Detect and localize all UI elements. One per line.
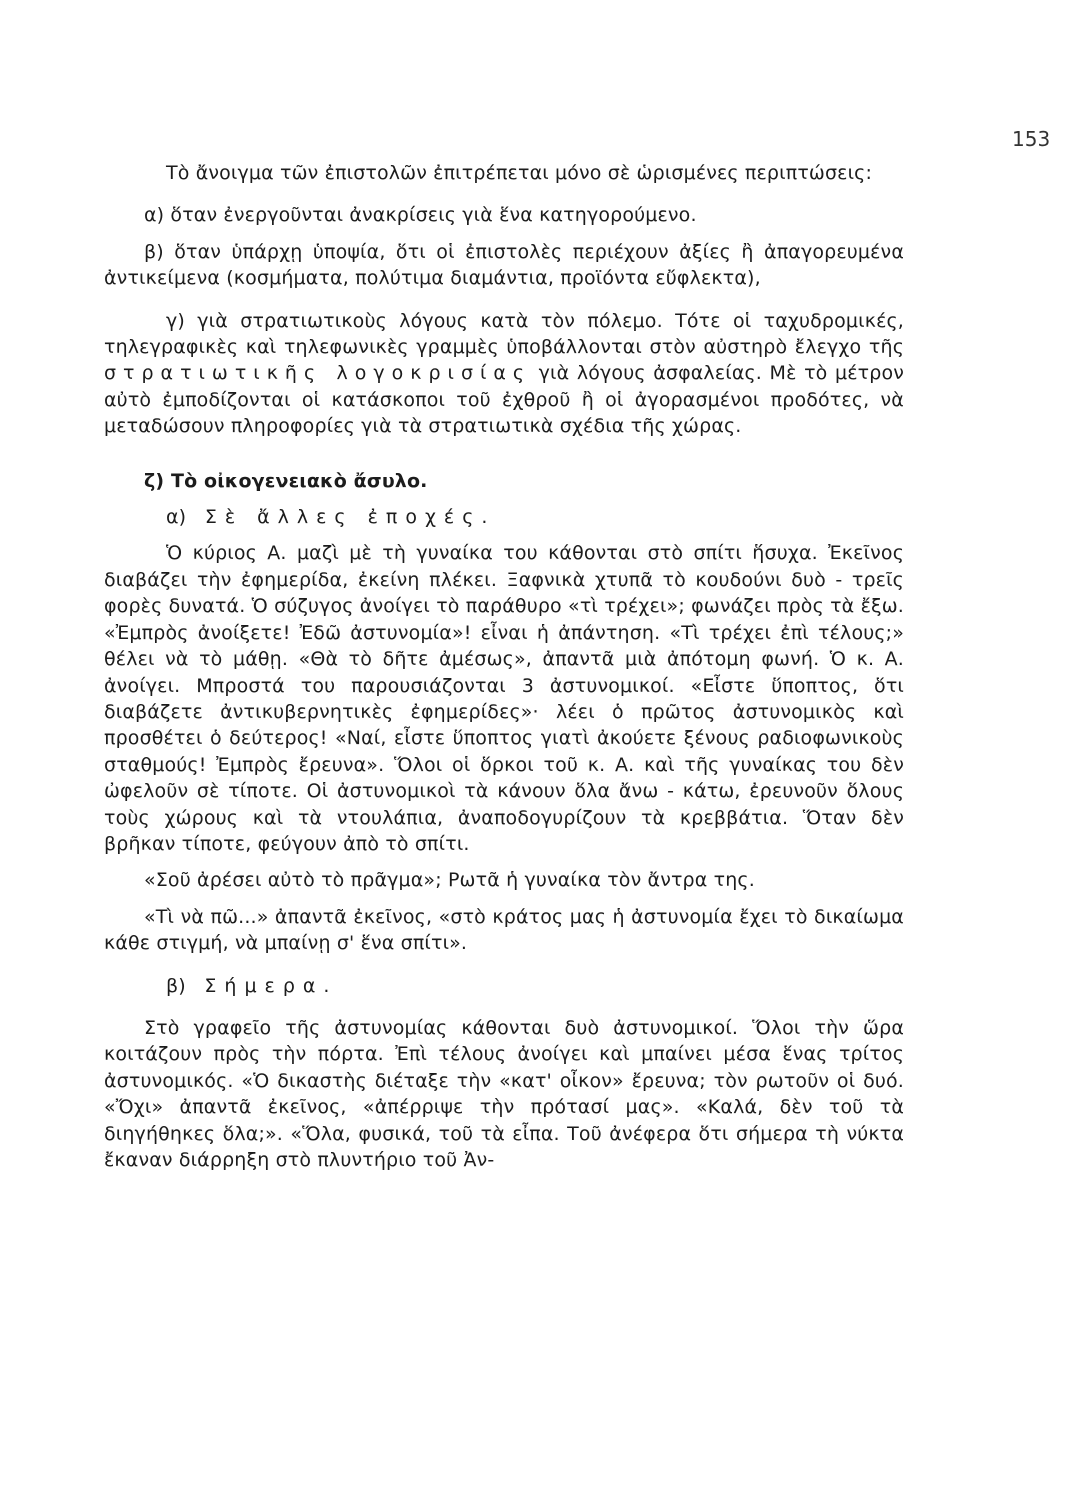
case-c-emphasis: στρατιωτικῆς λογοκρισίας (104, 362, 532, 385)
paragraph-present-story: Στὸ γραφεῖο τῆς ἀστυνομίας κάθονται δυὸ ἀστυνομικοί. Ὅλοι τὴν ὥρα κοιτάζουν πρὸς τὴν πόρτα. Ἐπὶ τέλους ἀνοίγει καὶ μπαίνει μέσα ἕνας τρίτος ἀστυνομικός. «Ὁ δικαστὴς διέταξε τὴν «κατ' οἶκον» ἔρευνα; τὸν ρωτοῦν οἱ δυό. «Ὄχι» ἀπαντᾶ ἐκεῖνος, «ἀπέρριψε τὴν πρότασί μας». «Καλά, δὲν τοῦ τὰ διηγήθηκες ὅλα;». «Ὅλα, φυσικά, τοῦ τὰ εἶπα. Τοῦ ἀνέφερα ὅτι σήμερα τὴ νύκτα ἔκαναν διάρρηξη στὸ πλυντήριο τοῦ Ἀν- (104, 1016, 904, 1171)
paragraph-case-a: α) ὅταν ἐνεργοῦνται ἀνακρίσεις γιὰ ἕνα κατηγορούμενο. (144, 204, 697, 227)
subheading-b-label: β) (166, 974, 186, 997)
paragraph-past-story: Ὁ κύριος Α. μαζὶ μὲ τὴ γυναίκα του κάθονται στὸ σπίτι ἥσυχα. Ἐκεῖνος διαβάζει τὴν ἐφημερίδα, ἐκείνη πλέκει. Ξαφνικὰ χτυπᾶ τὸ κουδούνι δυὸ - τρεῖς φορὲς δυνατά. Ὁ σύζυγος ἀνοίγει τὸ παράθυρο «τὶ τρέχει»; φωνάζει πρὸς τὰ ἔξω. «Ἐμπρὸς ἀνοίξετε! Ἐδῶ ἀστυνομία»! εἶναι ἡ ἀπάντηση. «Τὶ τρέχει ἐπὶ τέλους;» θέλει νὰ τὸ μάθῃ. «Θὰ τὸ δῆτε ἀμέσως», ἀπαντᾶ μιὰ ἀπότομη φωνή. Ὁ κ. Α. ἀνοίγει. Μπροστά του παρουσιάζονται 3 ἀστυνομικοί. «Εἶστε ὕποπτος, ὅτι διαβάζετε ἀντικυβερνητικὲς ἐφημερίδες»· λέει ὁ πρῶτος ἀστυνομικὸς καὶ προσθέτει ὁ δεύτερος! «Ναί, εἶστε ὕποπτος γιατὶ ἀκούετε ξένους ραδιοφωνικοὺς σταθμούς! Ἐμπρὸς ἔρευνα». Ὅλοι οἱ ὅρκοι τοῦ κ. Α. καὶ τῆς γυναίκας του δὲν ὠφελοῦν σὲ τίποτε. Οἱ ἀστυνομικοὶ τὰ κάνουν ὅλα ἄνω - κάτω, ἐρευνοῦν ὅλους τοὺς χώρους καὶ τὰ ντουλάπια, ἀναποδογυρίζουν τὰ κρεββάτια. Ὅταν δὲν βρῆκαν τίποτε, φεύγουν ἀπὸ τὸ σπίτι. (104, 542, 904, 855)
paragraph-wife-question: «Σοῦ ἀρέσει αὐτὸ τὸ πρᾶγμα»; Ρωτᾶ ἡ γυναίκα τὸν ἄντρα της. (144, 869, 755, 892)
page-number: 153 (1012, 127, 1051, 151)
subheading-b-title: Σήμερα. (204, 974, 338, 997)
page-body (104, 160, 904, 1173)
subheading-a-label: α) (166, 506, 187, 529)
case-c-text-end: γιὰ λόγους ἀσφαλείας. Μὲ τὸ μέτρον αὐτὸ ἐμποδίζονται οἱ κατάσκοποι τοῦ ἐχθροῦ ἢ οἱ ἀγορασμένοι προδότες, νὰ μεταδώσουν πληροφορίες γιὰ τὰ στρατιωτικὰ σχέδια τῆς χώρας. (104, 362, 904, 438)
paragraph-case-b: β) ὅταν ὑπάρχῃ ὑποψία, ὅτι οἱ ἐπιστολὲς περιέχουν ἀξίες ἢ ἀπαγορευμένα ἀντικείμενα (κοσμήματα, πολύτιμα διαμάντια, προϊόντα εὔφλεκτα), (104, 240, 904, 290)
subheading-a-title: Σὲ ἄλλες ἐποχές. (204, 506, 496, 529)
paragraph-case-c (104, 308, 904, 440)
case-c-text-start: γ) γιὰ στρατιωτικοὺς λόγους κατὰ τὸν πόλεμο. Τότε οἱ ταχυδρομικές, τηλεγραφικὲς καὶ τηλεφωνικὲς γραμμὲς ὑποβάλλονται στὸν αὐστηρὸ ἔλεγχο τῆς (104, 309, 904, 359)
subheading-b (104, 973, 904, 999)
paragraph-intro: Τὸ ἄνοιγμα τῶν ἐπιστολῶν ἐπιτρέπεται μόνο σὲ ὡρισμένες περιπτώσεις: (166, 162, 873, 184)
paragraph-husband-answer: «Τὶ νὰ πῶ...» ἀπαντᾶ ἐκεῖνος, «στὸ κράτος μας ἡ ἀστυνομία ἔχει τὸ δικαίωμα κάθε στιγμή, νὰ μπαίνῃ σ' ἕνα σπίτι». (104, 905, 904, 955)
subheading-a (104, 504, 904, 530)
section-heading: ζ) Τὸ οἰκογενειακὸ ἄσυλο. (144, 469, 428, 492)
